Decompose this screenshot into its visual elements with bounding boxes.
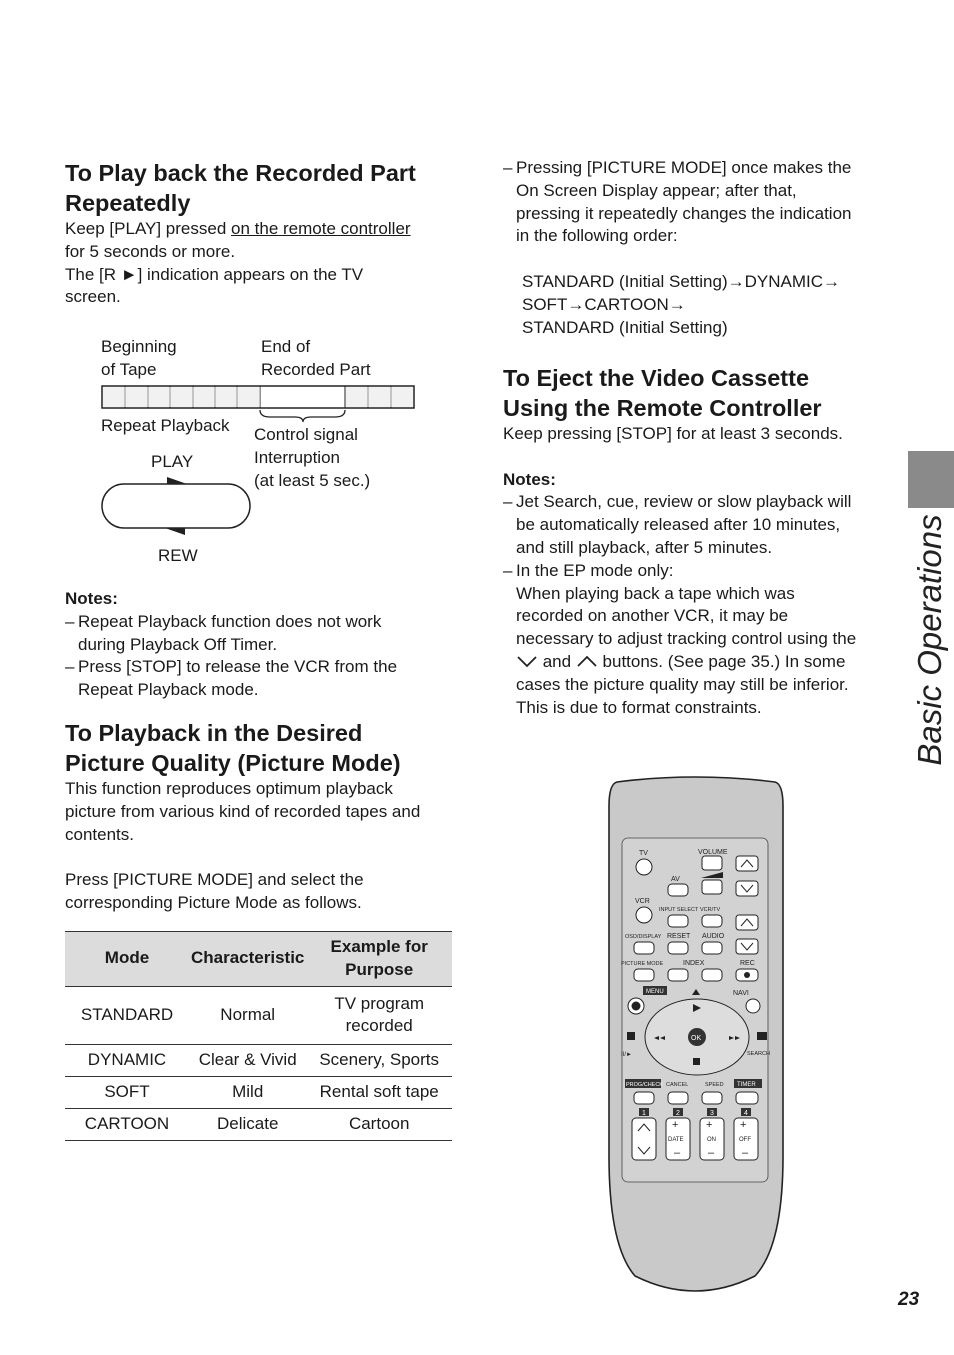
diagram-rew-label: REW xyxy=(158,546,198,565)
remote-label-vcr-tv: VCR/TV xyxy=(700,907,721,913)
svg-text:2: 2 xyxy=(676,1110,680,1117)
remote-label-input-select: INPUT SELECT xyxy=(659,907,699,913)
chevron-up-icon xyxy=(576,654,598,668)
svg-text:OFF: OFF xyxy=(739,1137,751,1143)
svg-text:+: + xyxy=(740,1119,747,1131)
svg-text:II/►: II/► xyxy=(621,1052,632,1058)
diagram-control-label: Control signal Interruption (at least 5 sec.) xyxy=(254,425,371,490)
note-item: – In the EP mode only: When playing back a tape which was recorded on another VCR, it may be necessary to adjust tracking control using the and buttons. (See page 35.) In some cases the picture quality may still be inferior. This is due to format constraints. xyxy=(503,560,903,720)
heading-picture-mode: To Playback in the Desired Picture Quality (Picture Mode) xyxy=(65,720,401,776)
eject-paragraph: Keep pressing [STOP] for at least 3 seconds. xyxy=(503,424,843,443)
remote-label-speed: SPEED xyxy=(705,1082,724,1088)
heading-eject: To Eject the Video Cassette Using the Remote Controller xyxy=(503,365,822,421)
note-item: – Press [STOP] to release the VCR from the Repeat Playback mode. xyxy=(65,656,465,702)
remote-label-ok: OK xyxy=(691,1035,702,1042)
mode-order: STANDARD (Initial Setting)→DYNAMIC→ SOFT→CARTOON→ STANDARD (Initial Setting) xyxy=(522,271,841,337)
remote-label-tv: TV xyxy=(639,850,648,857)
svg-text:+: + xyxy=(672,1119,679,1131)
table-header: Characteristic xyxy=(189,932,306,987)
note-item: – Jet Search, cue, review or slow playback will be automatically released after 10 minutes, and still playback, after 5 minutes. xyxy=(503,491,903,559)
picture-mode-table xyxy=(65,931,452,1141)
picture-mode-instructions: Press [PICTURE MODE] and select the corresponding Picture Mode as follows. xyxy=(65,870,364,912)
remote-label-vcr: VCR xyxy=(635,898,650,905)
notes-heading: Notes: xyxy=(65,589,118,608)
remote-label-av: AV xyxy=(671,876,680,883)
remote-label-index: INDEX xyxy=(683,960,705,967)
section-picture-mode xyxy=(65,718,465,915)
svg-text:–: – xyxy=(674,1147,681,1159)
remote-label-volume: VOLUME xyxy=(698,849,728,856)
remote-label-cancel: CANCEL xyxy=(666,1082,689,1088)
svg-text:–: – xyxy=(742,1147,749,1159)
remote-label-timer: TIMER xyxy=(737,1082,756,1088)
diagram-repeat-label: Repeat Playback xyxy=(101,416,230,435)
remote-label-search: SEARCH xyxy=(747,1051,770,1057)
note-item: – Repeat Playback function does not work during Playback Off Timer. xyxy=(65,611,465,657)
notes-heading: Notes: xyxy=(503,469,556,489)
remote-controller-illustration xyxy=(605,776,787,1292)
heading-repeat: To Play back the Recorded Part Repeatedly xyxy=(65,160,416,216)
diagram-end-label: End of Recorded Part xyxy=(261,337,371,379)
right-column xyxy=(503,157,903,339)
remote-label-rec: REC xyxy=(740,960,755,967)
table-header: Mode xyxy=(65,932,189,987)
remote-label-reset: RESET xyxy=(667,933,691,940)
remote-label-prog-check: PROG/CHECK xyxy=(626,1082,663,1088)
diagram-play-label: PLAY xyxy=(151,452,194,471)
page-number: 23 xyxy=(898,1289,920,1310)
chevron-down-icon xyxy=(516,654,538,668)
svg-text:+: + xyxy=(706,1119,713,1131)
remote-label-menu: MENU xyxy=(646,989,664,995)
table-row: CARTOON Delicate Cartoon xyxy=(65,1108,452,1140)
remote-label-navi: NAVI xyxy=(733,990,749,997)
svg-text:4: 4 xyxy=(744,1110,748,1117)
svg-text:DATE: DATE xyxy=(668,1137,684,1143)
diagram-beginning-label: Beginning of Tape xyxy=(101,337,177,379)
table-header: Example for Purpose xyxy=(306,932,452,987)
section-eject xyxy=(503,363,903,719)
table-header-row xyxy=(65,932,452,987)
section-tab-label: Basic Operations xyxy=(911,514,948,766)
svg-text:1: 1 xyxy=(642,1110,646,1117)
picture-mode-paragraph: This function reproduces optimum playback picture from various kind of recorded tapes and contents. xyxy=(65,779,421,844)
repeat-paragraph: Keep [PLAY] pressed on the remote controller for 5 seconds or more. The [R ►] indication appears on the TV screen. xyxy=(65,219,411,307)
svg-text:3: 3 xyxy=(710,1110,714,1117)
svg-text:ON: ON xyxy=(707,1137,716,1143)
remote-label-picture-mode: PICTURE MODE xyxy=(621,961,664,967)
table-row: STANDARD Normal TV program recorded xyxy=(65,986,452,1045)
table-row: SOFT Mild Rental soft tape xyxy=(65,1076,452,1108)
svg-text:–: – xyxy=(708,1147,715,1159)
picture-mode-note: – Pressing [PICTURE MODE] once makes the On Screen Display appear; after that, pressing it repeatedly changes the indication in the following order: xyxy=(503,157,903,248)
table-row: DYNAMIC Clear & Vivid Scenery, Sports xyxy=(65,1045,452,1077)
section-tab-marker xyxy=(908,451,954,508)
remote-label-osd: OSD/DISPLAY xyxy=(625,934,662,940)
remote-label-audio: AUDIO xyxy=(702,933,725,940)
repeat-notes xyxy=(65,588,465,702)
section-repeat xyxy=(65,158,465,309)
